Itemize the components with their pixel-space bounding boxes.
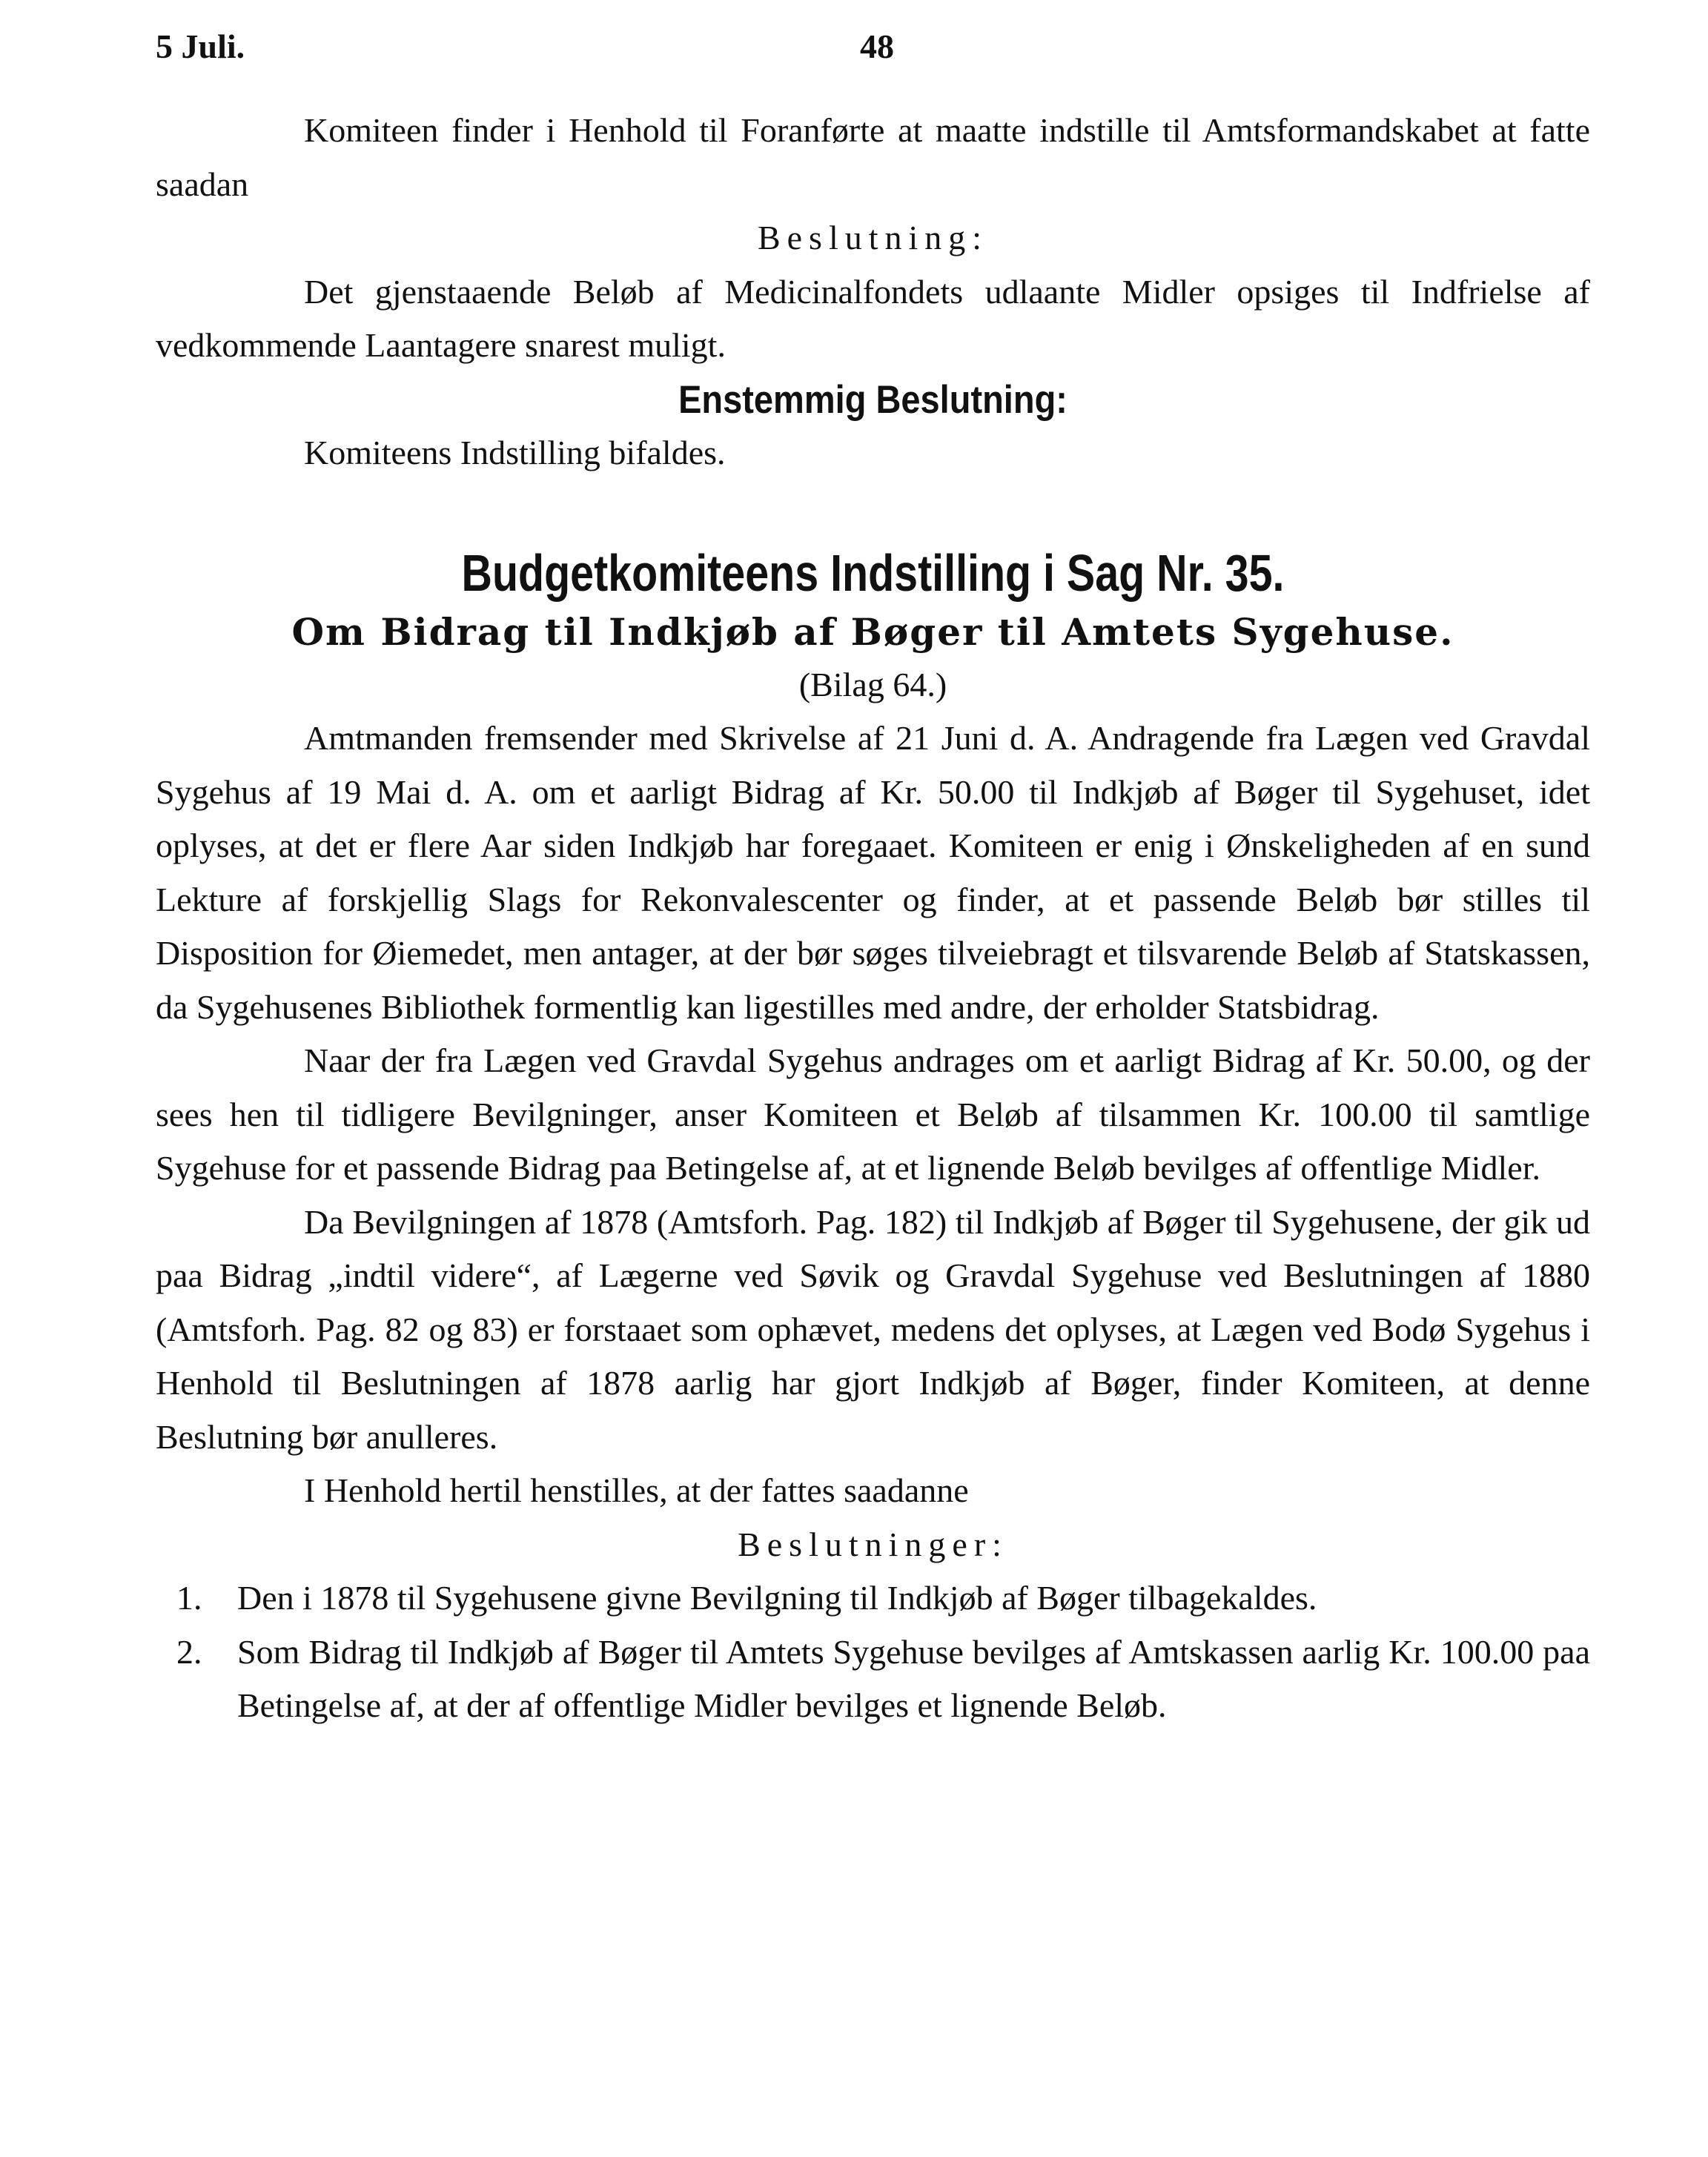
paragraph-bevilgning-1878: Da Bevilgningen af 1878 (Amtsforh. Pag. 182) til Indkjøb af Bøger til Sygehusene, der gik ud paa Bidrag „indtil videre“, af Lægerne ved Søvik og Gravdal Sygehuse ved Beslutningen af 1880 (Amtsforh. Pag. 82 og 83) er forstaaet som ophævet, medens det oplyses, at Lægen ved Bodø Sygehus i Henhold til Beslutningen af 1878 aarlig har gjort Indkjøb af Bøger, finder Komiteen, at denne Beslutning bør anulleres. xyxy=(156,1202,1590,1456)
decision-number: 2. xyxy=(176,1632,202,1671)
decision-text: Den i 1878 til Sygehusene givne Bevilgning til Indkjøb af Bøger tilbagekaldes. xyxy=(237,1579,1317,1617)
section-subtitle: Om Bidrag til Indkjøb af Bøger til Amtets Sygehuse. xyxy=(291,609,1454,654)
decision-text: Som Bidrag til Indkjøb af Bøger til Amtets Sygehuse bevilges af Amtskassen aarlig Kr. 100.00 paa Betingelse af, at der af offentlige Midler bevilges et lignende Beløb. xyxy=(237,1632,1590,1724)
decision-list xyxy=(156,1571,1590,1733)
page-header xyxy=(156,27,1594,79)
paragraph-committee-finding: Komiteen finder i Henhold til Foranførte at maatte indstille til Amtsformandskabet at fatte saadan xyxy=(156,111,1590,203)
section-title: Budgetkomiteens Indstilling i Sag Nr. 35. xyxy=(461,543,1285,602)
heading-enstemmig-beslutning: Enstemmig Beslutning: xyxy=(678,377,1068,421)
header-date: 5 Juli. xyxy=(156,27,245,65)
heading-beslutning: Beslutning: xyxy=(757,219,989,256)
paragraph-approval: Komiteens Indstilling bifaldes. xyxy=(304,434,726,471)
decision-item xyxy=(156,1571,1590,1626)
decision-item xyxy=(156,1626,1590,1733)
paragraph-henhold: I Henhold hertil henstilles, at der fattes saadanne xyxy=(304,1471,969,1509)
page-number: 48 xyxy=(860,27,894,65)
paragraph-amtmanden: Amtmanden fremsender med Skrivelse af 21 Juni d. A. Andragende fra Lægen ved Gravdal Sygehus af 19 Mai d. A. om et aarligt Bidrag af Kr. 50.00 til Indkjøb af Bøger til Sygehuset, idet oplyses, at det er flere Aar siden Indkjøb har foregaaet. Komiteen er enig i Ønskeligheden af en sund Lekture af forskjellig Slags for Rekonvalescenter og finder, at et passende Beløb bør stilles til Disposition for Øiemedet, men antager, at der bør søges tilveiebragt et tilsvarende Beløb af Statskassen, da Sygehusenes Bibliothek formentlig kan ligestilles med andre, der erholder Statsbidrag. xyxy=(156,719,1590,1026)
document-body xyxy=(156,104,1590,1733)
bilag-reference: (Bilag 64.) xyxy=(798,665,947,703)
heading-beslutninger: Beslutninger: xyxy=(738,1525,1008,1563)
decision-number: 1. xyxy=(176,1579,202,1617)
paragraph-resolution: Det gjenstaaende Beløb af Medicinalfondets udlaante Midler opsiges til Indfrielse af vedkommende Laantagere snarest muligt. xyxy=(156,272,1590,364)
paragraph-gravdal-request: Naar der fra Lægen ved Gravdal Sygehus andrages om et aarligt Bidrag af Kr. 50.00, og der sees hen til tidligere Bevilgninger, anser Komiteen et Beløb af tilsammen Kr. 100.00 til samtlige Sygehuse for et passende Bidrag paa Betingelse af, at et lignende Beløb bevilges af offentlige Midler. xyxy=(156,1041,1590,1187)
